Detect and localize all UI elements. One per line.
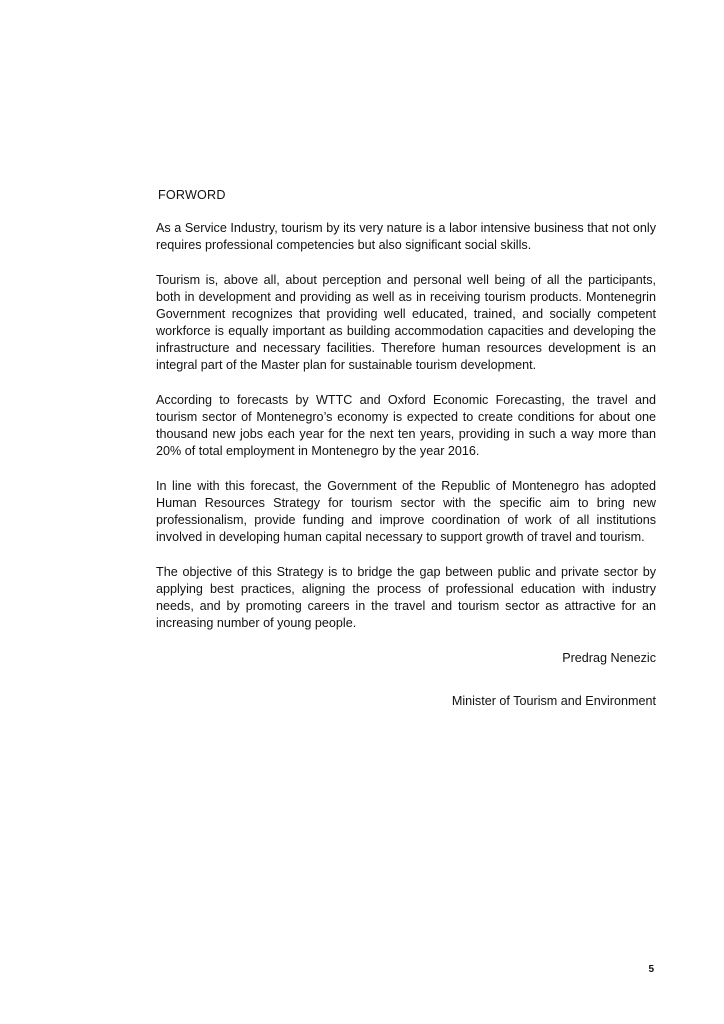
signature-title: Minister of Tourism and Environment [451,694,656,708]
paragraph-5: The objective of this Strategy is to bridge the gap between public and private sector by applying best practices, aligning the process of professional education with industry needs, and by promoting careers in the travel and tourism sector as attractive for an increasing number of young people. [156,565,656,630]
paragraph-2: Tourism is, above all, about perception and personal well being of all the participants, both in development and providing as well as in receiving tourism products. Montenegrin Government recognizes that providing well educated, trained, and socially competent workforce is equally important as building accommodation capacities and developing the infrastructure and necessary facilities. Therefore human resources development is an integral part of the Master plan for sustainable tourism development. [156,273,656,372]
section-heading: FORWORD [158,188,226,202]
signature-name: Predrag Nenezic [562,651,656,665]
paragraph-1: As a Service Industry, tourism by its very nature is a labor intensive business that not only requires professional competencies but also significant social skills. [156,221,656,252]
paragraph-4: In line with this forecast, the Government of the Republic of Montenegro has adopted Human Resources Strategy for tourism sector with the specific aim to bring new professionalism, provide funding and improve coordination of work of all institutions involved in developing human capital necessary to support growth of travel and tourism. [156,479,656,544]
page-content [156,187,656,710]
paragraph-3: According to forecasts by WTTC and Oxford Economic Forecasting, the travel and tourism sector of Montenegro’s economy is expected to create conditions for about one thousand new jobs each year for the next ten years, providing in such a way more than 20% of total employment in Montenegro by the year 2016. [156,393,656,458]
page-number: 5 [648,964,654,975]
